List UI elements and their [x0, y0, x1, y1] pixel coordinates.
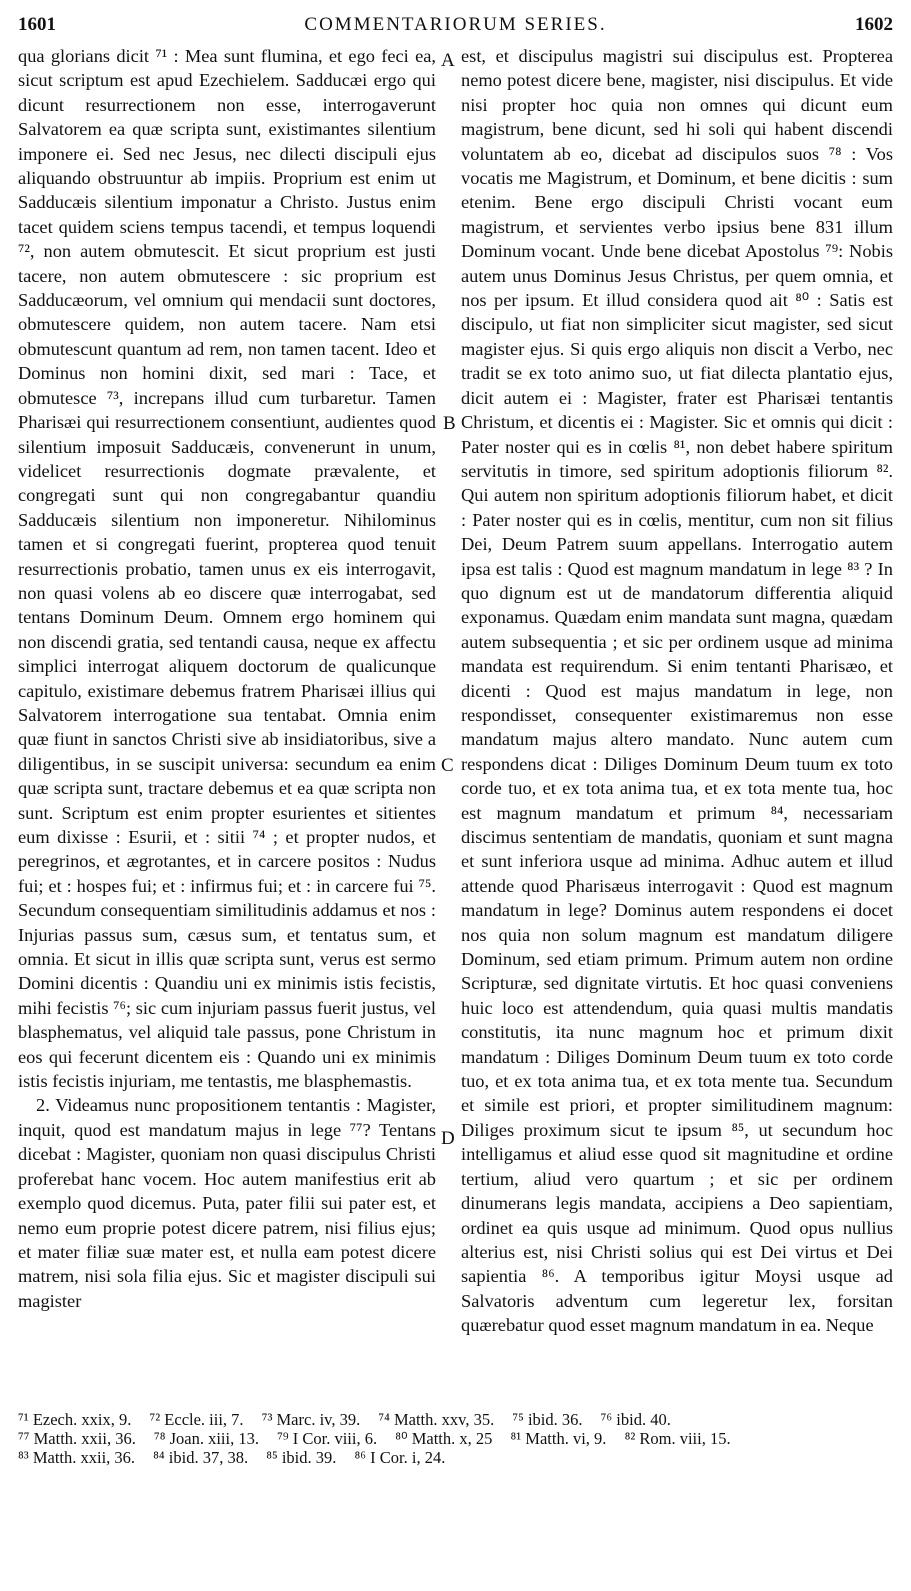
footnote-row-1 [18, 1410, 893, 1429]
footnote: ⁷⁶ ibid. 40. [600, 1410, 671, 1429]
footnote: ⁷⁷ Matth. xxii, 36. [18, 1429, 136, 1448]
page-header [18, 14, 893, 40]
footnote: ⁷⁵ ibid. 36. [512, 1410, 583, 1429]
footnote: ⁸⁰ Matth. x, 25 [395, 1429, 493, 1448]
section-marker-c: C [441, 755, 454, 776]
footnote: ⁷⁹ I Cor. viii, 6. [277, 1429, 378, 1448]
footnote: ⁷² Eccle. iii, 7. [149, 1410, 244, 1429]
footnote: ⁸⁴ ibid. 37, 38. [153, 1448, 249, 1467]
footnote: ⁷⁴ Matth. xxv, 35. [378, 1410, 495, 1429]
footnote: ⁸⁶ I Cor. i, 24. [354, 1448, 446, 1467]
left-paragraph-2: 2. Videamus nunc propositionem tentantis : Magister, inquit, quod est mandatum majus in lege ⁷⁷? Tentans dicebat : Magister, quoniam non quasi discipulus Christi proferebat hanc vocem. Hoc autem manifestius erit ab exemplo quod dicemus. Puta, pater filii sui pater est, et nemo eum proprie potest dicere patrem, nisi filius ejus; et mater filiæ suæ mater est, et nulla eam potest dicere matrem, nisi sola filia ejus. Sic et magister discipuli sui magister [18, 1095, 436, 1311]
footnote-row-2 [18, 1429, 893, 1448]
footnote: ⁷¹ Ezech. xxix, 9. [18, 1410, 132, 1429]
footnote: ⁷³ Marc. iv, 39. [261, 1410, 361, 1429]
left-paragraph-1: qua glorians dicit ⁷¹ : Mea sunt flumina, et ego feci ea, sicut scriptum est apud Ezechielem. Sadducæi ergo qui dicunt resurrectionem non esse, interrogaverunt Salvatorem ea quæ scripta sunt, existimantes silentium imponere ei. Sed nec Jesus, nec dilecti discipuli ejus aliquando obstruuntur ab impiis. Proprium est enim ut Sadducæis silentium imponatur a Christo. Justus enim tacet quidem sciens tempus tacendi, et tempus loquendi ⁷², non autem obmutescit. Et sicut proprium est justi tacere, non autem obmutescere : sic proprium est Sadducæorum, vel omnium qui mendacii sunt doctores, obmutescere quidem, non autem tacere. Nam etsi obmutescunt quantum ad rem, non tamen tacent. Ideo et Dominus non homini dixit, sed mari : Tace, et obmutesce ⁷³, increpans illud cum turbaretur. Tamen Pharisæi qui resurrectionem consentiunt, audientes quod silentium imposuit Sadducæis, convenerunt in unum, videlicet resurrectionis dogmate prævalente, et congregati sunt qui non congregabantur quandiu Sadducæis silentium non imponeretur. Nihilominus tamen et si congregati fuerint, propterea quod tenuit resurrectionis probatio, tamen unus ex eis interrogavit, non quasi volens ab eo discere quæ interrogabat, sed tentans Dominum Deum. Omnem ergo hominem qui non discendi gratia, sed tentandi causa, neque ex affectu simplici interrogat aliquem doctorum de qualicunque capitulo, existimare debemus fratrem Pharisæi illius qui Salvatorem interrogatione sua tentabat. Omnia enim quæ fiunt in sanctos Christi sive ab insidiatoribus, sive a diligentibus, in se suscipit universa: secundum ea enim quæ scripta sunt, tractare debemus et ea quæ scripta non sunt. Scriptum est enim propter esurientes et sitientes eum dixisse : Esurii, et : sitii ⁷⁴ ; et propter nudos, et peregrinos, et ægrotantes, et in carcere positos : Nudus fui; et : hospes fui; et : infirmus fui; et : in carcere fui ⁷⁵. Secundum consequentiam similitudinis addamus et nos : Injurias passus sum, cæsus sum, et tentatus sum, et omnia. Et sicut in illis quæ scripta sunt, verus est sermo Domini dicentis : Quandiu uni ex minimis istis fecistis, mihi fecistis ⁷⁶; sic cum injuriam passus fuerit justus, vel blasphematus, vel aliquid tale passus, pone Christum in eos qui fecerunt dicentem eis : Quando uni ex minimis istis fecistis injuriam, me tentastis, me blasphemastis. [18, 46, 436, 1092]
footnotes [18, 1410, 893, 1467]
section-marker-d: D [441, 1128, 455, 1149]
footnote-row-3 [18, 1448, 893, 1467]
right-paragraph-1: est, et discipulus magistri sui discipulus est. Propterea nemo potest dicere bene, magister, nisi discipulus. Et vide nisi propter hoc quia non omnes qui dicunt eum magistrum, bene dicunt, sed hi soli qui habent discendi voluntatem ab eo, dicebat ad discipulos suos ⁷⁸ : Vos vocatis me Magistrum, et Dominum, et bene dicitis : sum etenim. Bene ergo discipuli Christi vocant eum magistrum, et servientes verbo ipsius bene 831 illum Dominum vocant. Unde bene dicebat Apostolus ⁷⁹: Nobis autem unus Dominus Jesus Christus, per quem omnia, et nos per ipsum. Et illud considera quod ait ⁸⁰ : Satis est discipulo, ut fiat non simpliciter sicut magister, sed sicut magister ejus. Si quis ergo aliquis non discit a Verbo, nec tradit se ex toto animo suo, ut fiat dilecta plantatio ejus, dicit autem ei : Magister, frater est Pharisæi tentantis Christum, et dicentis ei : Magister. Sic et omnis qui dicit : Pater noster qui es in cœlis ⁸¹, non debet habere spiritum servitutis in timore, sed spiritum adoptionis filiorum ⁸². Qui autem non spiritum adoptionis filiorum habet, et dicit : Pater noster qui es in cœlis, mentitur, cum non sit filius Dei, Deum Patrem suum appellans. Interrogatio autem ipsa est talis : Quod est magnum mandatum in lege ⁸³ ? In quo dignum est ut de mandatorum differentia aliquid exponamus. Quædam enim mandata sunt magna, quædam autem subsequentia ; et sic per ordinem usque ad minima mandata est requirendum. Si enim tentanti Pharisæo, et dicenti : Quod est majus mandatum in lege, non respondisset, consequenter existimaremus non esse mandatum majus altero mandato. Nunc autem cum respondens dicat : Diliges Dominum Deum tuum ex toto corde tuo, et ex tota anima tua, et ex tota mente tua, hoc est magnum mandatum et primum ⁸⁴, necessariam discimus sententiam de mandatis, quoniam et sunt magna et sunt inferiora usque ad minima. Adhuc autem et illud attende quod Pharisæus interrogavit : Quod est magnum mandatum in lege? Dominus autem respondens ei docet nos quia non solum magnum est mandatum diligere Dominum, sed etiam primum. Primum autem non ordine Scripturæ, sed dignitate virtutis. Et hoc quasi conveniens huic loco est attendendum, quia quasi multis mandatis constitutis, ita nunc magnum hoc et primum dixit mandatum : Diliges Dominum Deum tuum ex toto corde tuo, et ex tota anima tua, et ex tota mente tua. Secundum et simile est priori, et propter similitudinem magnum: Diliges proximum sicut te ipsum ⁸⁵, ut secundum hoc intelligamus et aliud esse quod sit magnitudine et ordine tertium, aliud vero quartum ; et sic per ordinem dinumerans legis mandata, accipiens a Deo sapientiam, ordinet ea quis usque ad minimum. Quod opus nullius alterius est, nisi Christi solius qui est Dei virtus et Dei sapientia ⁸⁶. A temporibus igitur Moysi usque ad Salvatoris adventum cum legeretur lex, forsitan quærebatur quod esset magnum mandatum in ea. Neque [461, 46, 893, 1336]
footnote: ⁸⁵ ibid. 39. [266, 1448, 337, 1467]
page-number-left: 1601 [18, 14, 56, 35]
right-column [461, 44, 893, 1394]
left-column [18, 44, 436, 1394]
running-title: COMMENTARIORUM SERIES. [304, 14, 607, 35]
footnote: ⁸¹ Matth. vi, 9. [510, 1429, 607, 1448]
section-marker-a: A [441, 50, 455, 71]
footnote: ⁷⁸ Joan. xiii, 13. [153, 1429, 259, 1448]
footnote: ⁸² Rom. viii, 15. [624, 1429, 731, 1448]
footnote: ⁸³ Matth. xxii, 36. [18, 1448, 136, 1467]
section-marker-b: B [443, 413, 456, 434]
page-number-right: 1602 [855, 14, 893, 35]
